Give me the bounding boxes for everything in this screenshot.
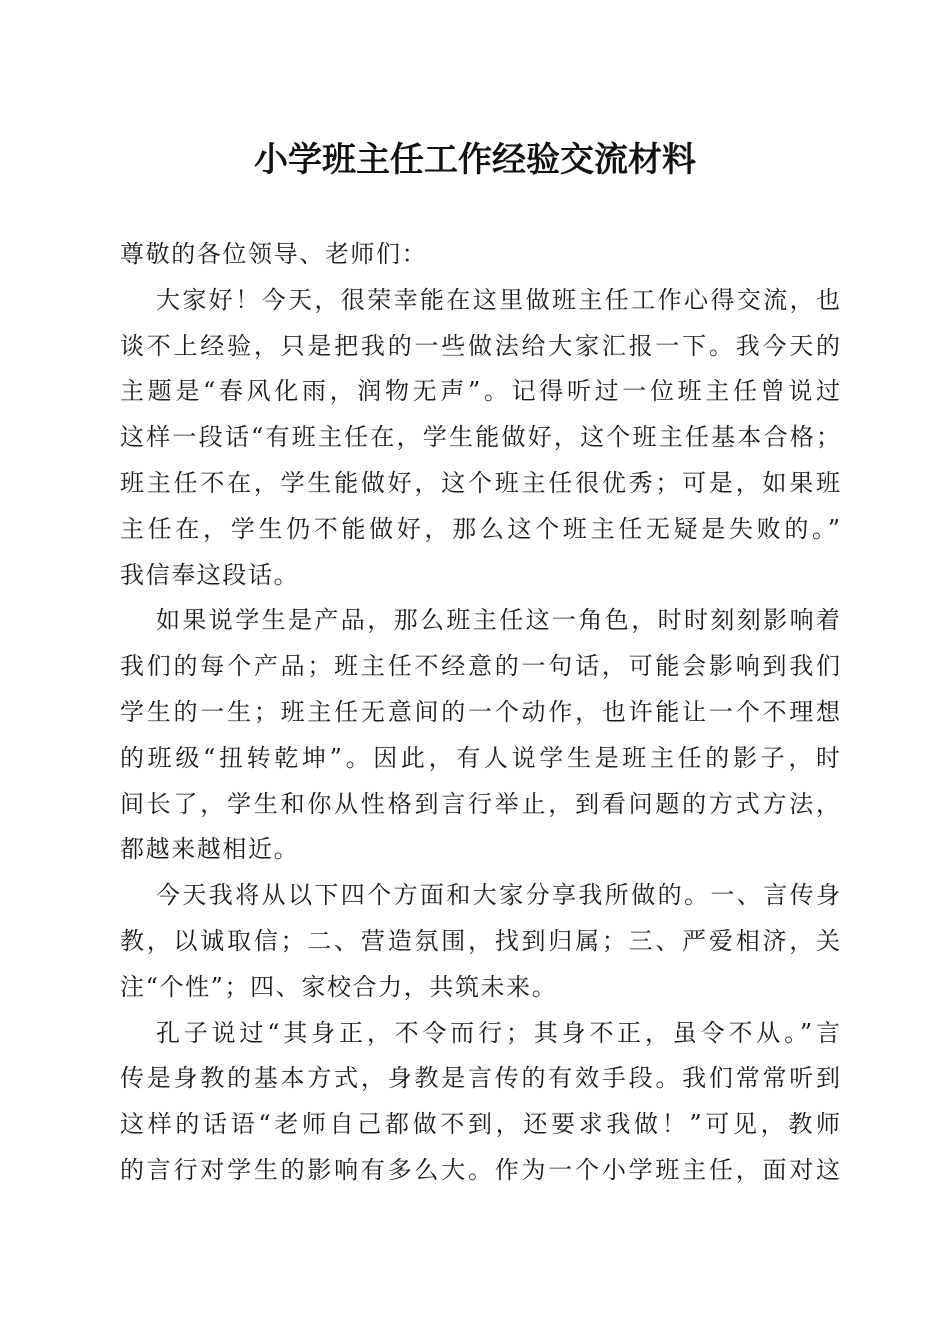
paragraph-2-line-4: 的班级“扭转乾坤”。因此，有人说学生是班主任的影子，时 [120, 743, 840, 772]
paragraph-4-line-4: 的言行对学生的影响有多么大。作为一个小学班主任，面对这 [120, 1155, 840, 1184]
paragraph-2-line-1: 如果说学生是产品，那么班主任这一角色，时时刻刻影响着 [156, 606, 840, 635]
paragraph-4-line-1: 孔子说过“其身正，不令而行；其身不正，虽令不从。”言 [156, 1018, 840, 1047]
paragraph-1-line-2: 谈不上经验，只是把我的一些做法给大家汇报一下。我今天的 [120, 331, 840, 360]
paragraph-2-line-6: 都越来越相近。 [120, 835, 300, 864]
paragraph-2-line-2: 我们的每个产品；班主任不经意的一句话，可能会影响到我们 [120, 652, 840, 681]
paragraph-2-line-5: 间长了，学生和你从性格到言行举止，到看问题的方式方法， [120, 789, 840, 818]
document-title: 小学班主任工作经验交流材料 [254, 140, 696, 180]
paragraph-3-line-3: 注“个性”；四、家校合力，共筑未来。 [120, 972, 558, 1001]
paragraph-3-line-2: 教，以诚取信；二、营造氛围，找到归属；三、严爱相济，关 [120, 926, 840, 955]
paragraph-1-line-7: 我信奉这段话。 [120, 560, 300, 589]
paragraph-1-line-3: 主题是“春风化雨，润物无声”。记得听过一位班主任曾说过 [120, 377, 840, 406]
paragraph-4-line-2: 传是身教的基本方式，身教是言传的有效手段。我们常常听到 [120, 1064, 840, 1093]
paragraph-1-line-1: 大家好！今天，很荣幸能在这里做班主任工作心得交流，也 [156, 285, 840, 314]
paragraph-3-line-1: 今天我将从以下四个方面和大家分享我所做的。一、言传身 [156, 881, 840, 910]
paragraph-1-line-6: 主任在，学生仍不能做好，那么这个班主任无疑是失败的。” [120, 514, 840, 543]
paragraph-4-line-3: 这样的话语“老师自己都做不到，还要求我做！”可见，教师 [120, 1110, 840, 1139]
paragraph-1-line-5: 班主任不在，学生能做好，这个班主任很优秀；可是，如果班 [120, 468, 840, 497]
paragraph-2-line-3: 学生的一生；班主任无意间的一个动作，也许能让一个不理想 [120, 697, 840, 726]
paragraph-1-line-4: 这样一段话“有班主任在，学生能做好，这个班主任基本合格； [120, 423, 840, 452]
document-body [120, 232, 840, 1194]
salutation-line: 尊敬的各位领导、老师们： [120, 240, 428, 268]
